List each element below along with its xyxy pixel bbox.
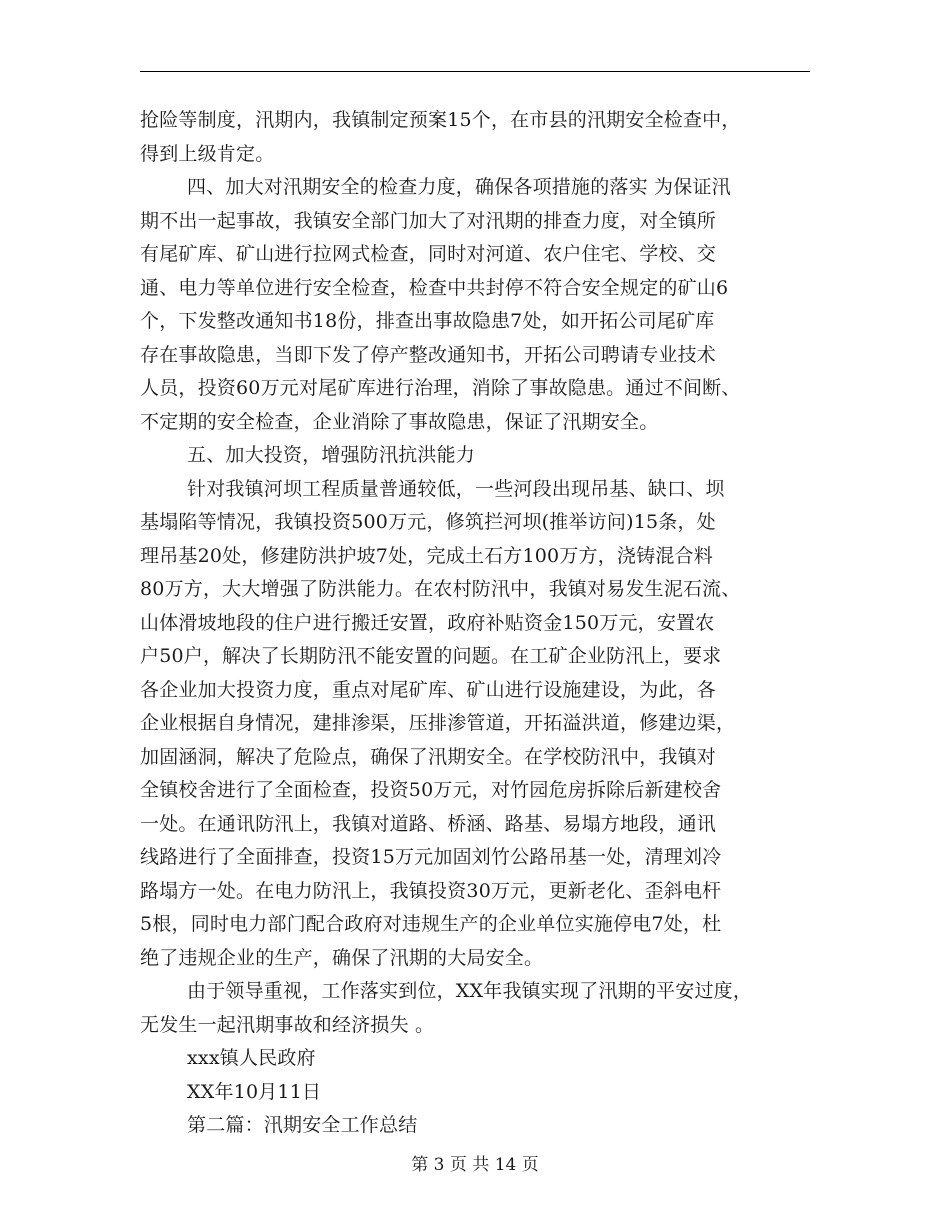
text-line: 不定期的安全检查，企业消除了事故隐患，保证了汛期安全。 xyxy=(140,410,659,433)
signature-date: XX年10月11日 xyxy=(187,1080,322,1103)
text-line: 5根，同时电力部门配合政府对违规生产的企业单位实施停电7处，杜 xyxy=(140,913,722,935)
body-text xyxy=(140,104,820,1143)
text-line: 人员，投资60万元对尾矿库进行治理，消除了事故隐患。通过不间断、 xyxy=(140,377,741,399)
signature-organization: xxx镇人民政府 xyxy=(187,1047,316,1069)
paragraph-start: 由于领导重视，工作落实到位，XX年我镇实现了汛期的平安过度， xyxy=(187,980,753,1002)
section-heading-four: 四、加大对汛期安全的检查力度，确保各项措施的落实 为保证汛 xyxy=(187,176,731,198)
text-line: 基塌陷等情况，我镇投资500万元，修筑拦河坝(推举访问)15条，处 xyxy=(140,511,716,533)
text-line: 山体滑坡地段的住户进行搬迁安置，政府补贴资金150万元，安置农 xyxy=(140,611,715,634)
text-line: 绝了违规企业的生产，确保了汛期的大局安全。 xyxy=(140,946,544,969)
text-line: 80万方，大大增强了防洪能力。在农村防汛中，我镇对易发生泥石流、 xyxy=(140,578,741,600)
text-line: 个，下发整改通知书18份，排查出事故隐患7处，如开拓公司尾矿库 xyxy=(140,310,715,332)
text-line: 一处。在通讯防汛上，我镇对道路、桥涵、路基、易塌方地段，通讯 xyxy=(140,812,717,835)
text-line: 抢险等制度，汛期内，我镇制定预案15个，在市县的汛期安全检查中， xyxy=(140,109,741,131)
text-line: 路塌方一处。在电力防汛上，我镇投资30万元，更新老化、歪斜电杆 xyxy=(140,879,722,902)
text-line: 期不出一起事故，我镇安全部门加大了对汛期的排查力度，对全镇所 xyxy=(140,209,717,232)
text-line: 各企业加大投资力度，重点对尾矿库、矿山进行设施建设，为此，各 xyxy=(140,678,717,701)
next-section-title: 第二篇：汛期安全工作总结 xyxy=(187,1114,418,1136)
text-line: 加固涵洞，解决了危险点，确保了汛期安全。在学校防汛中，我镇对 xyxy=(140,745,717,768)
text-line: 存在事故隐患，当即下发了停产整改通知书，开拓公司聘请专业技术 xyxy=(140,343,717,366)
text-line: 企业根据自身情况，建排渗渠，压排渗管道，开拓溢洪道，修建边渠， xyxy=(140,712,736,734)
paragraph-start: 针对我镇河坝工程质量普通较低，一些河段出现吊基、缺口、坝 xyxy=(187,477,725,500)
text-line: 理吊基20处，修建防洪护坡7处，完成土石方100万方，浇铸混合料 xyxy=(140,544,713,567)
text-line: 得到上级肯定。 xyxy=(140,142,275,165)
text-line: 线路进行了全面排查，投资15万元加固刘竹公路吊基一处，清理刘冷 xyxy=(140,846,722,868)
page-number-footer: 第 3 页 共 14 页 xyxy=(411,1155,539,1175)
text-line: 户50户，解决了长期防汛不能安置的问题。在工矿企业防汛上，要求 xyxy=(140,645,722,667)
text-line: 全镇校舍进行了全面检查，投资50万元，对竹园危房拆除后新建校舍 xyxy=(140,779,722,801)
header-rule xyxy=(140,71,810,72)
section-heading-five: 五、加大投资，增强防汛抗洪能力 xyxy=(187,444,476,466)
text-line: 无发生一起汛期事故和经济损失 。 xyxy=(140,1013,435,1036)
text-line: 通、电力等单位进行安全检查，检查中共封停不符合安全规定的矿山6 xyxy=(140,276,729,299)
text-line: 有尾矿库、矿山进行拉网式检查，同时对河道、农户住宅、学校、交 xyxy=(140,243,717,265)
